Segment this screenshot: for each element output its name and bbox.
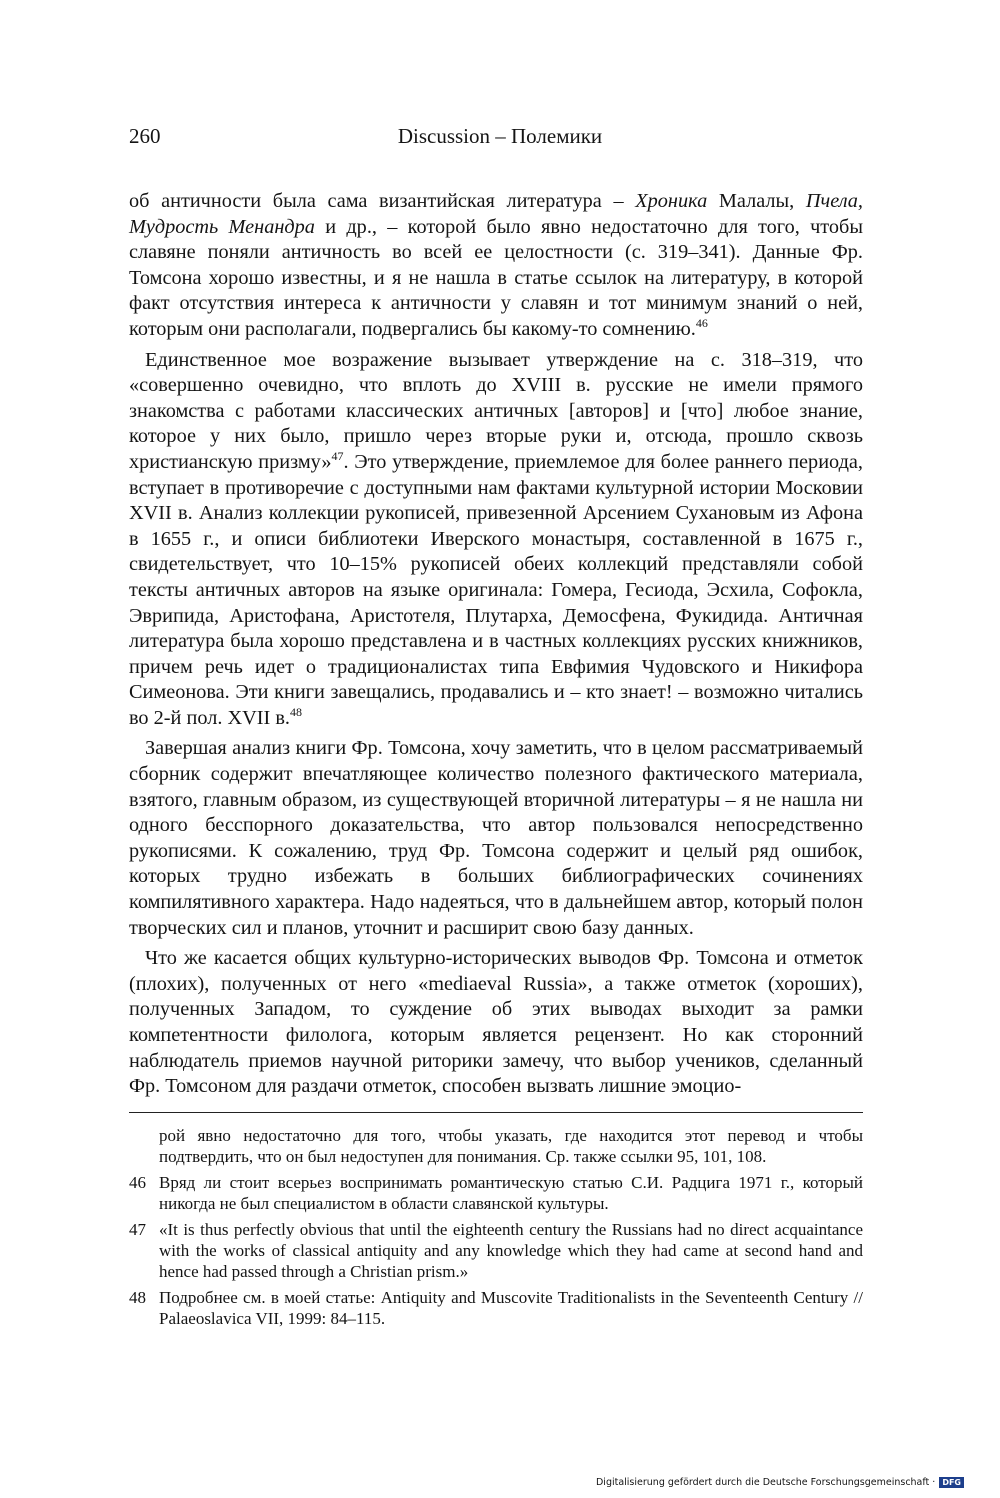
paragraph-3: Завершая анализ книги Фр. Томсона, хочу заметить, что в целом рассматриваемый сборник содержит впечатляющее количество полезного фактического материала, взятого, главным образом, из существующей вторичной литературы – я не нашла ни одного бесспорного доказательства, что автор пользовался непосредственно рукописями. К сожалению, труд Фр. Томсона содержит и целый ряд ошибок, которых трудно избежать в больших библиографических сочинениях компилятивного характера. Надо надеяться, что в дальнейшем автор, который полон творческих сил и планов, уточнит и расширит свою базу данных. — [129, 737, 863, 939]
footnote-46 — [129, 1172, 863, 1214]
footnote-number: 48 — [129, 1288, 146, 1307]
paragraph-2 — [129, 348, 863, 732]
footnote-text: Вряд ли стоит всерьез воспринимать романтическую статью С.И. Радцига 1971 г., который никогда не был специалистом в области славянской культуры. — [159, 1173, 863, 1213]
text-run: об античности была сама византийская литература – — [129, 190, 636, 212]
footnote-divider — [129, 1112, 863, 1113]
body-text — [129, 189, 863, 1105]
paragraph-4: Что же касается общих культурно-исторических выводов Фр. Томсона и отметок (плохих), полученных от него «mediaeval Russia», а также отметок (хороших), полученных Западом, то суждение об этих выводах выходит за рамки компетентности филолога, которым является рецензент. Но как сторонний наблюдатель приемов научной риторики замечу, что выбор учеников, сделанный Фр. Томсоном для раздачи отметок, способен вызвать лишние эмоцио- — [129, 947, 863, 1098]
footnote-ref-47[interactable]: 47 — [331, 449, 344, 464]
footnote-continued — [129, 1125, 863, 1167]
text-run: Малалы, — [707, 190, 806, 212]
footnote-text: «It is thus perfectly obvious that until the eighteenth century the Russians had no direct acquaintance with the works of classical antiquity and any knowledge which they had came at second hand and hence had passed through a Christian prism.» — [159, 1220, 863, 1281]
text-run: и др., – которой было явно недостаточно для того, чтобы славяне поняли античность во всей ее целостности (с. 319–341). Данные Фр. Томсона хорошо известны, и я не нашла в статье ссылок на литературу, в которой факт отсутствия интереса к античности у славян и тот минимум знаний о ней, которым они располагали, подвергались бы какому-то сомнению. — [129, 215, 863, 340]
footnote-number: 47 — [129, 1220, 146, 1239]
running-header: Discussion – Полемики — [397, 124, 603, 148]
footnote-ref-48[interactable]: 48 — [289, 705, 302, 720]
footnote-text: рой явно недостаточно для того, чтобы указать, где находится этот перевод и чтобы подтвердить, что он был недоступен для понимания. Ср. также ссылки 95, 101, 108. — [159, 1126, 863, 1166]
title-bee: Пчела, Мудрость Менандра — [129, 190, 863, 238]
footnote-ref-46[interactable]: 46 — [695, 316, 708, 331]
footnote-47 — [129, 1219, 863, 1282]
credit-text: Digitalisierung gefördert durch die Deutsche Forschungsgemeinschaft · — [595, 1477, 936, 1488]
dfg-logo-icon: DFG — [939, 1477, 964, 1488]
footnote-number-blank — [129, 1125, 159, 1167]
footnote-number: 46 — [129, 1173, 146, 1192]
text-run: . Это утверждение, приемлемое для более раннего периода, вступает в противоречие с доступными нам фактами культурной истории Московии XVII в. Анализ коллекции рукописей, привезенной Арсением Сухановым из Афона в 1655 г., и описи библиотеки Иверского монастыря, составленной в 1675 г., свидетельствует, что 10–15% рукописей обеих коллекций представляли собой тексты античных авторов на языке оригинала: Гомера, Гесиода, Эсхила, Софокла, Эврипида, Аристофана, Аристотеля, Плутарха, Демосфена, Фукидида. Античная литература была хорошо представлена и в частных коллекциях русских книжников, причем речь идет о традиционалистах типа Евфимия Чудовского и Никифора Симеонова. Эти книги завещались, продавались и – кто знает! – возможно читались во 2-й пол. XVII в. — [129, 450, 863, 729]
footnote-text: Подробнее см. в моей статье: Antiquity and Muscovite Traditionalists in the Seventeenth Century // Palaeoslavica VII, 1999: 84–115. — [159, 1288, 863, 1328]
title-chronicle: Хроника — [635, 190, 708, 212]
footnotes — [129, 1125, 863, 1334]
digitization-credit — [596, 1477, 964, 1488]
footnote-48 — [129, 1287, 863, 1329]
page-number: 260 — [129, 124, 161, 148]
text-run: Единственное мое возражение вызывает утверждение на с. 318–319, что «совершенно очевидно, что вплоть до XVIII в. русские не имели прямого знакомства с работами классических античных [авторов] и [что] любое знание, которое у них было, пришло через вторые руки и, отсюда, прошло сквозь христианскую призму» — [129, 348, 863, 473]
paragraph-1 — [129, 189, 863, 343]
